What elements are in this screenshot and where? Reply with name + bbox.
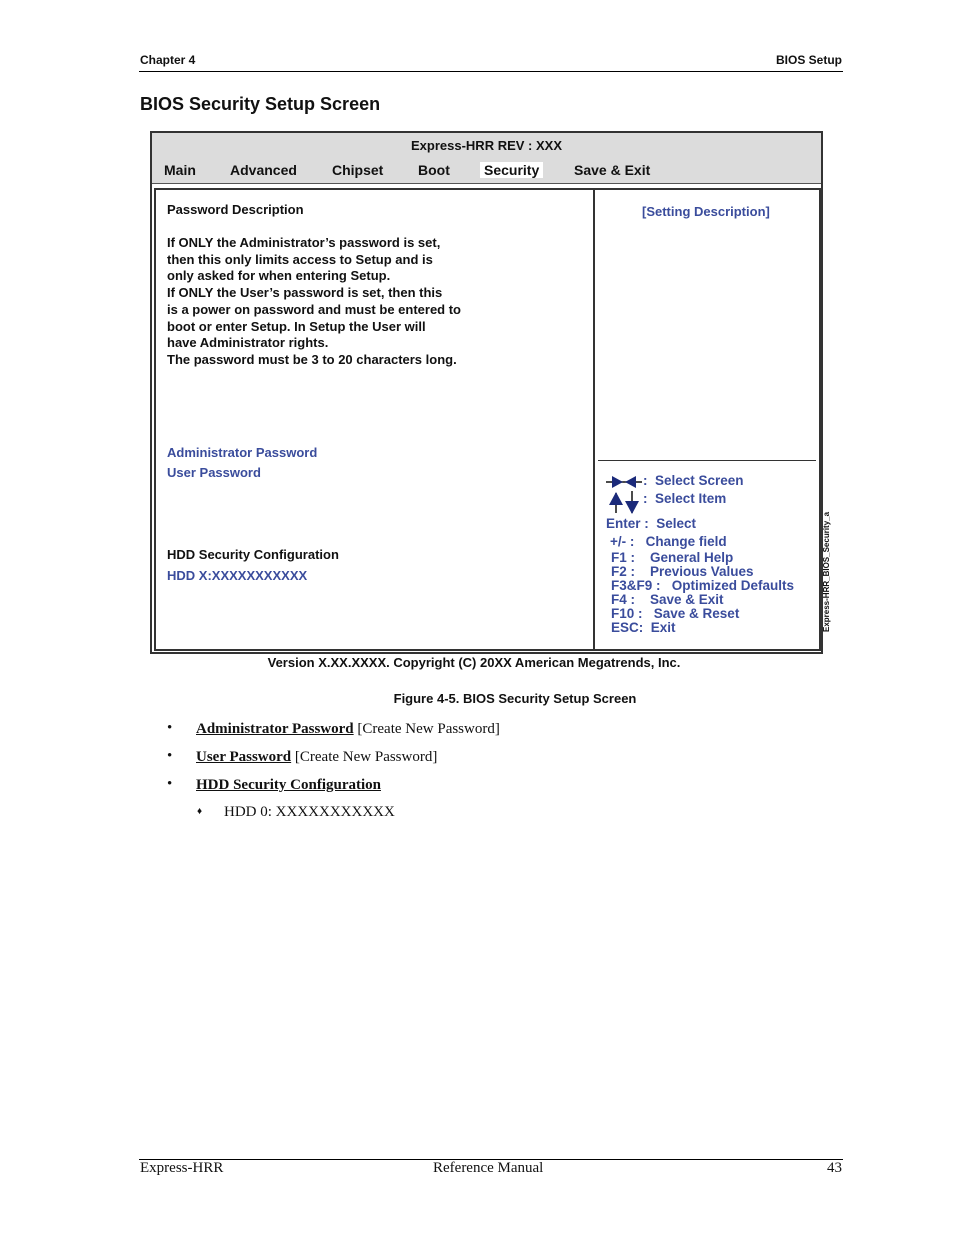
footer-manual: Reference Manual [433,1160,544,1176]
hdd-item[interactable]: HDD X:XXXXXXXXXXX [167,568,308,583]
footer-product: Express-HRR [140,1160,224,1176]
description-line-7: have Administrator rights. [167,335,329,350]
list-item-label: User Password [196,749,292,765]
list-item-value: [Create New Password] [353,721,500,737]
list-item [196,721,500,738]
bios-body [154,188,821,651]
key-f3-f9: F3&F9 : Optimized Defaults [611,578,795,593]
list-item-value: [Create New Password] [291,749,438,765]
tab-advanced[interactable]: Advanced [230,162,297,178]
figure-caption: Figure 4-5. BIOS Security Setup Screen [393,691,637,706]
bios-screen [150,131,823,654]
password-heading: Password Description [167,202,304,217]
key-f2: F2 : Previous Values [611,564,754,579]
description-line-6: boot or enter Setup. In Setup the User will [167,319,426,334]
description-line-5: is a power on password and must be entered to [167,302,461,317]
tab-main[interactable]: Main [164,162,196,178]
bios-header [152,133,821,184]
diamond-bullet-icon: ♦ [197,806,203,817]
key-f4: F4 : Save & Exit [611,592,724,607]
description-line-3: only asked for when entering Setup. [167,268,391,283]
chapter-label: Chapter 4 [140,53,196,67]
section-label: BIOS Setup [775,53,842,67]
setting-description: [Setting Description] [642,204,770,219]
navigation-arrows-icon [604,473,646,517]
description-line-2: then this only limits access to Setup and is [167,252,433,267]
admin-password-item[interactable]: Administrator Password [167,445,318,460]
bullet-icon: • [167,776,173,792]
hdd-heading: HDD Security Configuration [167,547,339,562]
key-select-screen: : Select Screen [643,473,744,488]
bios-title: Express-HRR REV : XXX [411,138,562,153]
key-enter: Enter : Select [606,516,697,531]
panel-divider [593,190,595,649]
page-number: 43 [827,1160,842,1176]
bios-version: Version X.XX.XXXX. Copyright (C) 20XX American Megatrends, Inc. [267,655,681,670]
list-item-label: Administrator Password [196,721,354,737]
list-item [196,749,437,766]
key-esc: ESC: Exit [611,620,676,635]
description-line-8: The password must be 3 to 20 characters long. [167,352,457,367]
sub-list-item: HDD 0: XXXXXXXXXXX [224,804,395,820]
description-line-4: If ONLY the User’s password is set, then this [167,285,443,300]
header-rule [139,71,843,72]
tab-boot[interactable]: Boot [418,162,450,178]
bullet-icon: • [167,748,173,764]
key-f10: F10 : Save & Reset [611,606,740,621]
key-f1: F1 : General Help [611,550,734,565]
list-item-label: HDD Security Configuration [196,777,381,793]
help-divider [598,460,816,461]
section-title: BIOS Security Setup Screen [140,94,381,114]
tab-security[interactable]: Security [480,162,543,178]
bullet-icon: • [167,720,173,736]
user-password-item[interactable]: User Password [167,465,261,480]
list-item [196,777,381,794]
tab-chipset[interactable]: Chipset [332,162,384,178]
description-line-1: If ONLY the Administrator’s password is set, [167,235,441,250]
tab-save-exit[interactable]: Save & Exit [574,162,651,178]
key-plus-minus: +/- : Change field [610,534,727,549]
key-select-item: : Select Item [643,491,727,506]
image-side-label: Express-HRR_BIOS_Security_a [822,511,831,632]
